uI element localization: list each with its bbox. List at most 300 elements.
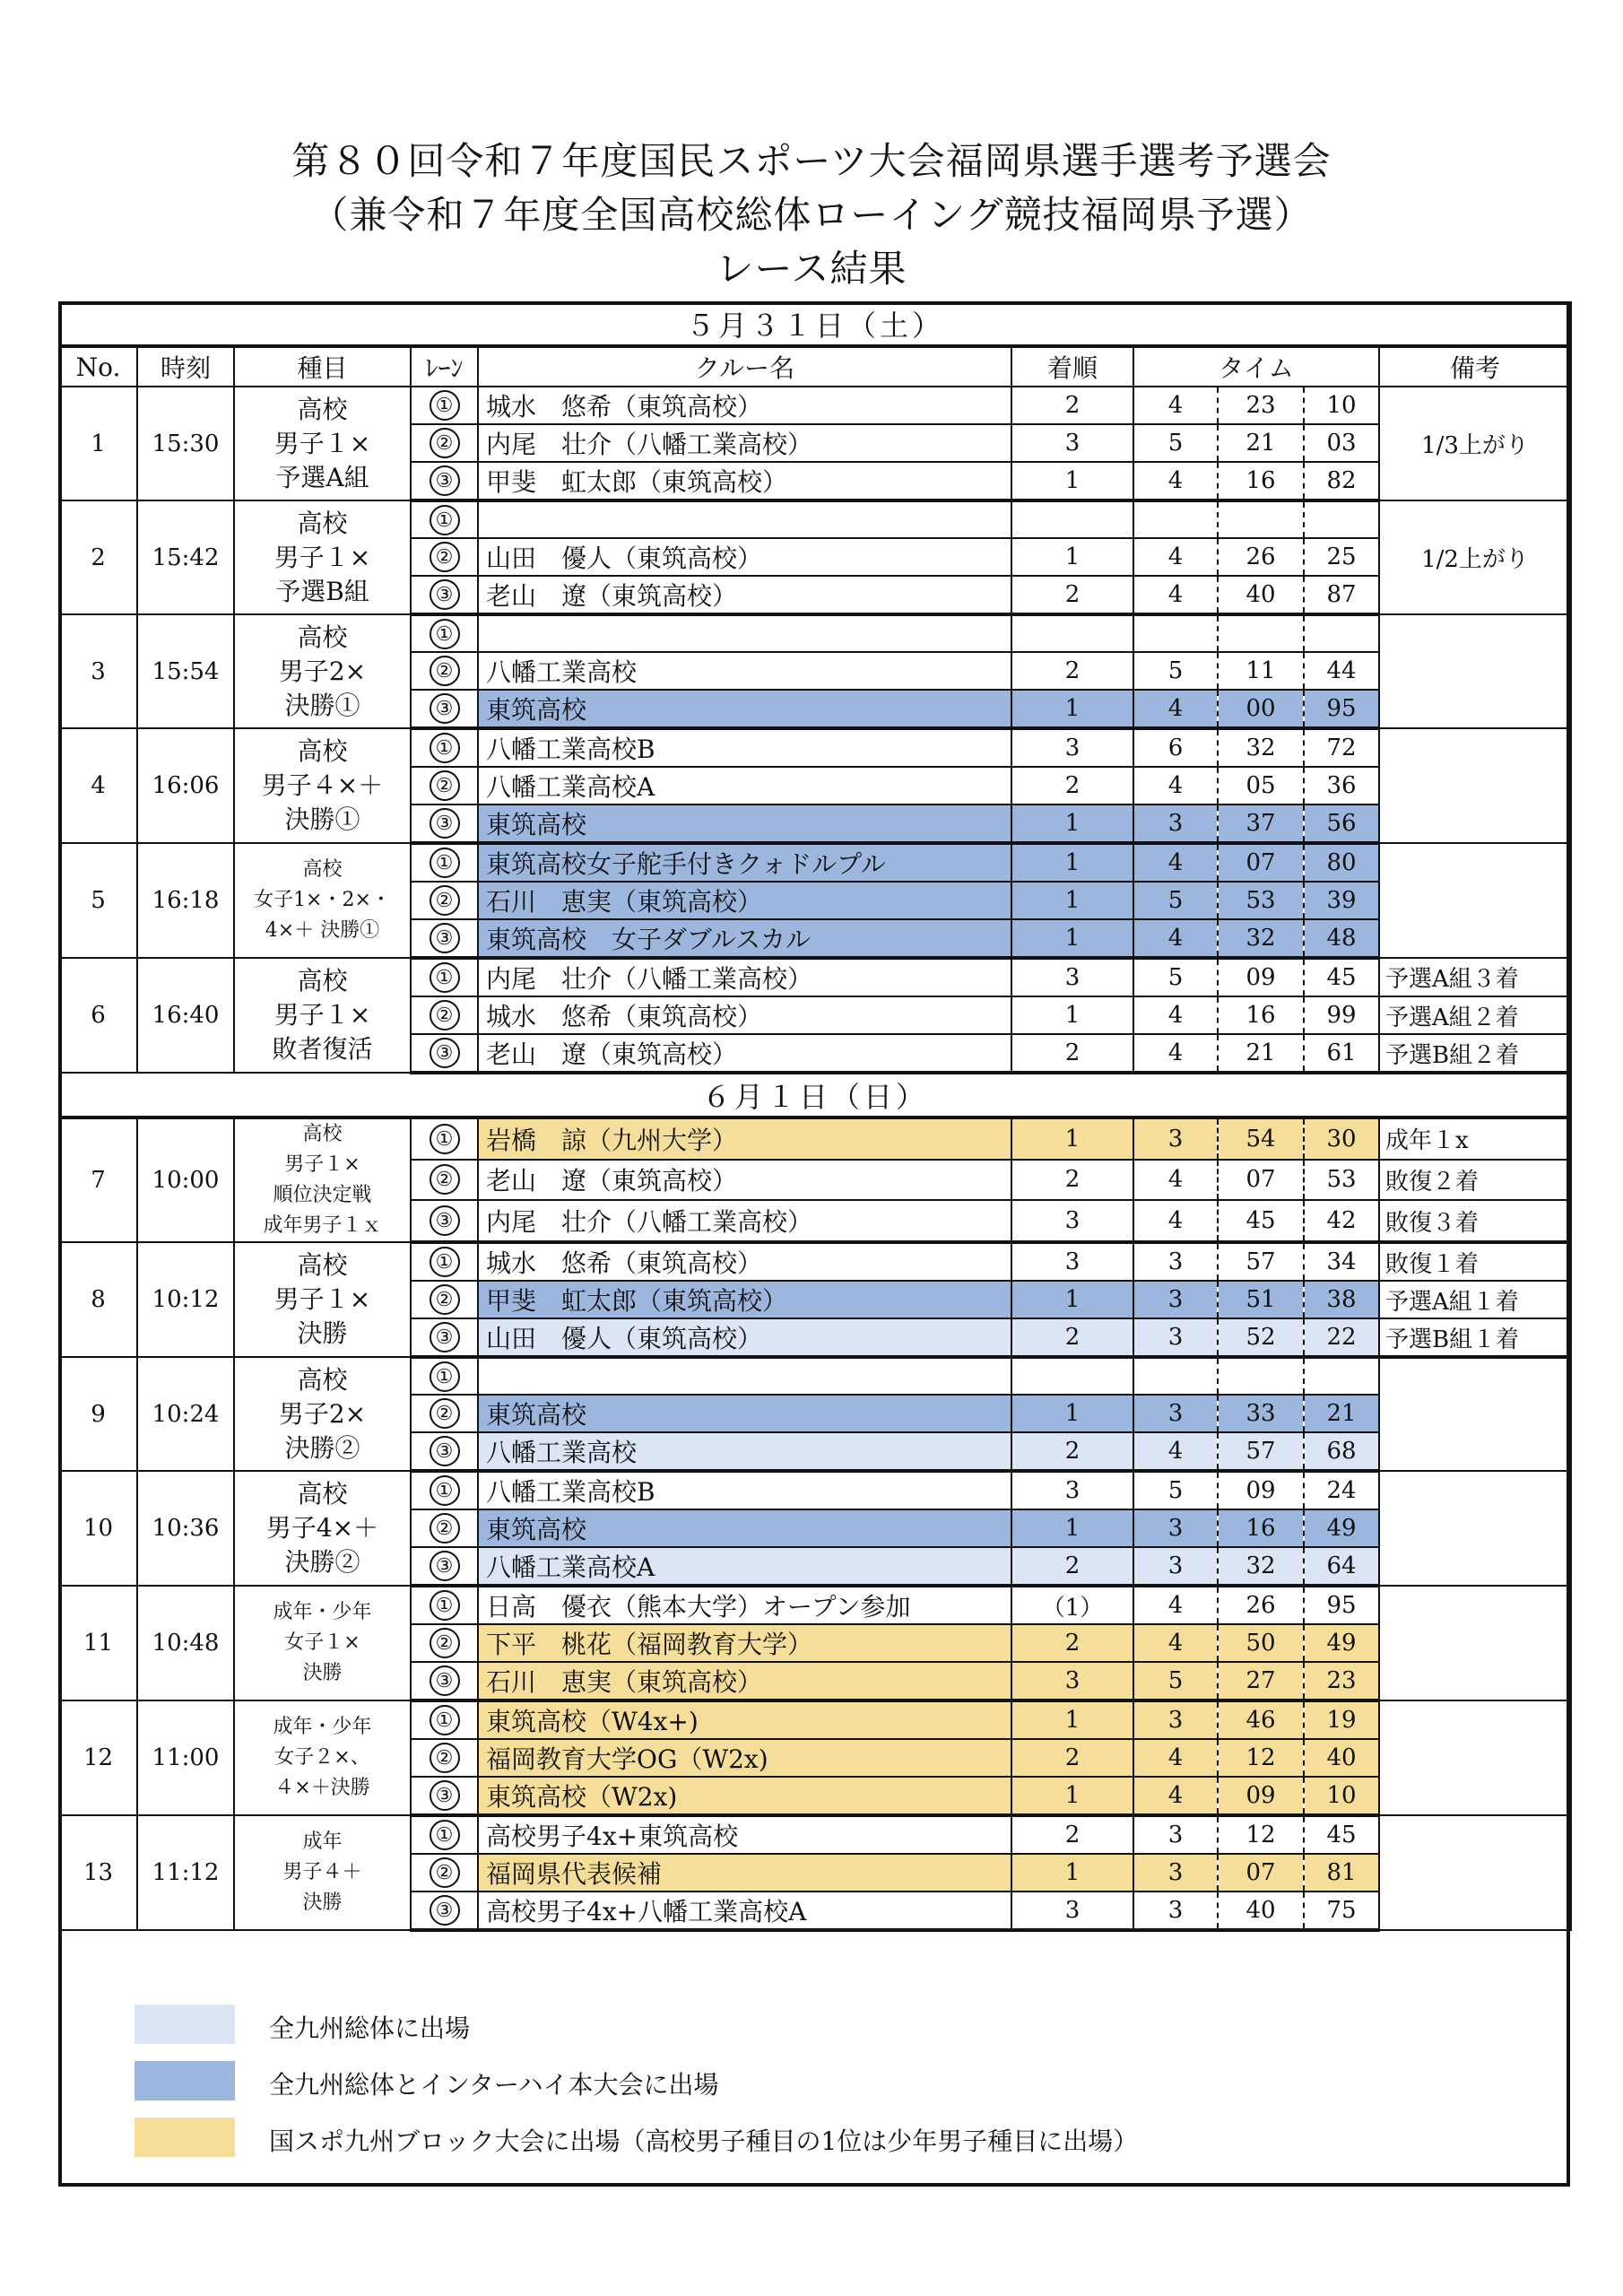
lane-number: ③ [430, 1895, 460, 1926]
crew-name: 城水 悠希（東筑高校） [478, 1242, 1011, 1281]
finish-place: 1 [1011, 843, 1133, 882]
lane-number: ② [430, 428, 460, 458]
lane-number: ② [430, 1164, 460, 1195]
lane-cell [411, 919, 478, 958]
time-minutes: 4 [1133, 387, 1218, 424]
lane-cell [411, 882, 478, 919]
race-event-line: 予選A組 [275, 462, 369, 492]
crew-name: 東筑高校（W4x+) [478, 1700, 1011, 1739]
time-seconds: 21 [1218, 424, 1304, 462]
time-minutes: 4 [1133, 462, 1218, 500]
lane-number: ③ [430, 1038, 460, 1068]
title-line-1: 第８０回令和７年度国民スポーツ大会福岡県選手選考予選会 [291, 139, 1332, 183]
finish-place: 1 [1011, 690, 1133, 728]
col-header-lane: ﾚｰﾝ [411, 346, 478, 387]
lane-number: ③ [430, 465, 460, 496]
time-hundredths [1304, 500, 1379, 538]
race-event [234, 614, 411, 728]
crew-name: 下平 桃花（福岡教育大学） [478, 1624, 1011, 1662]
lane-number: ② [430, 542, 460, 572]
finish-place: 2 [1011, 1624, 1133, 1662]
lane-cell [411, 1318, 478, 1357]
race-event-line: 高校 [302, 858, 343, 881]
race-event [234, 1700, 411, 1815]
lane-cell [411, 424, 478, 462]
time-minutes [1133, 614, 1218, 652]
time-seconds: 51 [1218, 1281, 1304, 1318]
time-minutes: 4 [1133, 767, 1218, 804]
time-minutes: 3 [1133, 1242, 1218, 1281]
lane-cell [411, 1200, 478, 1242]
title-block [0, 135, 1623, 296]
results-table [58, 301, 1572, 1932]
race-event [234, 728, 411, 843]
time-hundredths: 68 [1304, 1432, 1379, 1471]
time-minutes: 4 [1133, 1160, 1218, 1201]
race-event [234, 843, 411, 958]
lane-cell [411, 538, 478, 576]
row-remark: 敗復２着 [1379, 1160, 1571, 1201]
race-row [59, 1357, 1571, 1395]
lane-cell [411, 1892, 478, 1930]
lane-number: ① [430, 619, 460, 649]
finish-place: 1 [1011, 1700, 1133, 1739]
finish-place: 1 [1011, 996, 1133, 1034]
crew-name [478, 500, 1011, 538]
race-event-line: 男子4×＋ [265, 1513, 379, 1543]
time-seconds: 21 [1218, 1034, 1304, 1073]
race-event-line: 男子４×＋ [261, 770, 384, 800]
race-no: 13 [59, 1815, 137, 1930]
race-row [59, 1242, 1571, 1281]
time-minutes: 5 [1133, 1662, 1218, 1700]
race-event-line: 決勝② [284, 1547, 360, 1577]
crew-name: 福岡教育大学OG（W2x) [478, 1739, 1011, 1777]
time-hundredths: 19 [1304, 1700, 1379, 1739]
lane-cell [411, 1624, 478, 1662]
crew-name: 石川 恵実（東筑高校） [478, 882, 1011, 919]
race-time: 10:48 [137, 1586, 234, 1700]
lane-number: ② [430, 1513, 460, 1544]
time-hundredths: 42 [1304, 1200, 1379, 1242]
time-minutes: 4 [1133, 690, 1218, 728]
finish-place: 3 [1011, 958, 1133, 996]
time-seconds: 46 [1218, 1700, 1304, 1739]
time-minutes: 4 [1133, 1586, 1218, 1624]
time-seconds: 16 [1218, 1509, 1304, 1547]
lane-cell [411, 1739, 478, 1777]
finish-place: 2 [1011, 1034, 1133, 1073]
time-minutes [1133, 1357, 1218, 1395]
time-minutes: 3 [1133, 1547, 1218, 1586]
crew-name: 八幡工業高校 [478, 652, 1011, 690]
race-event-line: 順位決定戦 [273, 1184, 372, 1206]
time-minutes: 5 [1133, 1471, 1218, 1509]
finish-place: 2 [1011, 1432, 1133, 1471]
race-row [59, 614, 1571, 652]
lane-number: ② [430, 770, 460, 801]
time-seconds: 16 [1218, 462, 1304, 500]
race-no: 10 [59, 1471, 137, 1586]
finish-place: 3 [1011, 1662, 1133, 1700]
race-event [234, 1357, 411, 1471]
race-no: 5 [59, 843, 137, 958]
lane-number: ① [430, 1247, 460, 1277]
time-minutes: 4 [1133, 919, 1218, 958]
race-event-line: 決勝 [297, 1318, 348, 1348]
race-event-line: 高校 [297, 736, 348, 766]
finish-place: 3 [1011, 728, 1133, 767]
time-minutes: 6 [1133, 728, 1218, 767]
time-hundredths: 95 [1304, 1586, 1379, 1624]
race-time: 16:40 [137, 958, 234, 1073]
race-no: 4 [59, 728, 137, 843]
race-event-line: 4×＋ 決勝① [265, 919, 380, 942]
time-minutes: 3 [1133, 1509, 1218, 1547]
time-hundredths: 30 [1304, 1118, 1379, 1160]
time-hundredths: 03 [1304, 424, 1379, 462]
race-event-line: 女子1×・2×・ [254, 889, 391, 911]
race-event-line: 成年 [302, 1831, 343, 1853]
time-minutes: 5 [1133, 882, 1218, 919]
time-seconds: 09 [1218, 958, 1304, 996]
legend-swatch-mid-blue [135, 2061, 235, 2100]
race-event-line: 成年男子１ｘ [263, 1214, 382, 1237]
finish-place: 1 [1011, 1509, 1133, 1547]
finish-place: 2 [1011, 1739, 1133, 1777]
time-hundredths: 87 [1304, 576, 1379, 614]
row-remark: 敗復３着 [1379, 1200, 1571, 1242]
lane-cell [411, 1854, 478, 1892]
race-event-line: ４×＋決勝 [274, 1777, 370, 1799]
crew-name: 甲斐 虹太郎（東筑高校） [478, 462, 1011, 500]
time-hundredths: 24 [1304, 1471, 1379, 1509]
finish-place: 1 [1011, 1281, 1133, 1318]
crew-name: 内尾 壮介（八幡工業高校） [478, 1200, 1011, 1242]
time-hundredths: 39 [1304, 882, 1379, 919]
finish-place: 2 [1011, 576, 1133, 614]
race-event-line: 決勝② [284, 1432, 360, 1463]
row-remark: 成年１x [1379, 1118, 1571, 1160]
race-no: 2 [59, 500, 137, 614]
finish-place [1011, 500, 1133, 538]
lane-number: ③ [430, 1436, 460, 1466]
time-minutes: 3 [1133, 804, 1218, 843]
time-seconds: 33 [1218, 1395, 1304, 1432]
race-event-line: 高校 [297, 966, 348, 996]
time-minutes: 3 [1133, 1395, 1218, 1432]
time-minutes: 5 [1133, 424, 1218, 462]
race-event-line: 男子2× [278, 1398, 367, 1429]
race-time: 16:18 [137, 843, 234, 958]
lane-number: ③ [430, 1322, 460, 1352]
lane-number: ③ [430, 1665, 460, 1696]
time-seconds: 16 [1218, 996, 1304, 1034]
race-event-line: 成年・少年 [273, 1716, 372, 1738]
lane-cell [411, 804, 478, 843]
race-no: 6 [59, 958, 137, 1073]
crew-name: 日高 優衣（熊本大学）オープン参加 [478, 1586, 1011, 1624]
time-seconds: 54 [1218, 1118, 1304, 1160]
time-seconds: 37 [1218, 804, 1304, 843]
time-hundredths: 45 [1304, 1815, 1379, 1854]
time-seconds [1218, 614, 1304, 652]
crew-name: 八幡工業高校B [478, 1471, 1011, 1509]
crew-name: 東筑高校 [478, 1395, 1011, 1432]
crew-name: 山田 優人（東筑高校） [478, 538, 1011, 576]
race-no: 11 [59, 1586, 137, 1700]
row-remark: 敗復１着 [1379, 1242, 1571, 1281]
time-minutes: 3 [1133, 1318, 1218, 1357]
lane-number: ① [430, 1820, 460, 1850]
crew-name: 岩橋 諒（九州大学） [478, 1118, 1011, 1160]
race-row [59, 1118, 1571, 1160]
time-hundredths: 45 [1304, 958, 1379, 996]
lane-number: ③ [430, 1780, 460, 1811]
race-remark [1379, 1471, 1571, 1586]
race-row [59, 1471, 1571, 1509]
race-event-line: 高校 [302, 1123, 343, 1145]
race-row [59, 500, 1571, 538]
time-minutes: 3 [1133, 1281, 1218, 1318]
race-time: 15:54 [137, 614, 234, 728]
finish-place: 2 [1011, 1547, 1133, 1586]
race-row [59, 843, 1571, 882]
lane-cell [411, 1471, 478, 1509]
race-event [234, 1586, 411, 1700]
lane-cell [411, 652, 478, 690]
race-event-line: 成年・少年 [273, 1601, 372, 1623]
finish-place: 2 [1011, 1318, 1133, 1357]
race-time: 16:06 [137, 728, 234, 843]
lane-cell [411, 996, 478, 1034]
time-minutes: 3 [1133, 1118, 1218, 1160]
finish-place: 1 [1011, 804, 1133, 843]
col-header-time: 時刻 [137, 346, 234, 387]
date-cell: ５月３１日（土） [59, 302, 1571, 346]
race-event [234, 387, 411, 500]
race-remark: 1/3上がり [1379, 387, 1571, 500]
lane-cell [411, 576, 478, 614]
lane-cell [411, 843, 478, 882]
lane-number: ② [430, 1000, 460, 1031]
race-no: 12 [59, 1700, 137, 1815]
crew-name: 内尾 壮介（八幡工業高校） [478, 424, 1011, 462]
time-minutes: 3 [1133, 1892, 1218, 1930]
time-hundredths: 53 [1304, 1160, 1379, 1201]
col-header-event: 種目 [234, 346, 411, 387]
time-seconds [1218, 1357, 1304, 1395]
time-minutes: 4 [1133, 1739, 1218, 1777]
time-hundredths: 36 [1304, 767, 1379, 804]
crew-name: 内尾 壮介（八幡工業高校） [478, 958, 1011, 996]
time-minutes: 4 [1133, 1624, 1218, 1662]
crew-name: 東筑高校（W2x) [478, 1777, 1011, 1815]
date-row [59, 1073, 1571, 1118]
time-seconds [1218, 500, 1304, 538]
lane-cell [411, 1662, 478, 1700]
finish-place: 3 [1011, 1242, 1133, 1281]
race-remark: 1/2上がり [1379, 500, 1571, 614]
lane-cell [411, 728, 478, 767]
lane-cell [411, 1160, 478, 1201]
crew-name: 高校男子4x+八幡工業高校A [478, 1892, 1011, 1930]
crew-name: 東筑高校 [478, 804, 1011, 843]
time-seconds: 09 [1218, 1777, 1304, 1815]
time-seconds: 40 [1218, 576, 1304, 614]
time-hundredths: 23 [1304, 1662, 1379, 1700]
time-hundredths [1304, 614, 1379, 652]
race-no: 1 [59, 387, 137, 500]
race-remark [1379, 1586, 1571, 1700]
row-remark: 予選B組１着 [1379, 1318, 1571, 1357]
race-event [234, 1471, 411, 1586]
lane-number: ① [430, 1475, 460, 1506]
time-minutes: 5 [1133, 652, 1218, 690]
finish-place [1011, 1357, 1133, 1395]
time-hundredths: 40 [1304, 1739, 1379, 1777]
finish-place: 3 [1011, 424, 1133, 462]
time-minutes: 4 [1133, 1432, 1218, 1471]
time-hundredths [1304, 1357, 1379, 1395]
lane-cell [411, 690, 478, 728]
time-seconds: 27 [1218, 1662, 1304, 1700]
time-seconds: 45 [1218, 1200, 1304, 1242]
lane-number: ① [430, 848, 460, 878]
crew-name: 甲斐 虹太郎（東筑高校） [478, 1281, 1011, 1318]
finish-place [1011, 614, 1133, 652]
time-hundredths: 99 [1304, 996, 1379, 1034]
time-minutes: 3 [1133, 1700, 1218, 1739]
lane-number: ② [430, 1628, 460, 1658]
time-hundredths: 75 [1304, 1892, 1379, 1930]
race-no: 3 [59, 614, 137, 728]
race-row [59, 387, 1571, 424]
lane-number: ① [430, 390, 460, 421]
race-event-line: 決勝① [284, 804, 360, 834]
time-hundredths: 95 [1304, 690, 1379, 728]
time-seconds: 05 [1218, 767, 1304, 804]
lane-cell [411, 1815, 478, 1854]
finish-place: 1 [1011, 538, 1133, 576]
time-minutes: 4 [1133, 843, 1218, 882]
time-minutes: 3 [1133, 1854, 1218, 1892]
race-no: 9 [59, 1357, 137, 1471]
lane-number: ① [430, 962, 460, 993]
time-hundredths: 34 [1304, 1242, 1379, 1281]
finish-place: 1 [1011, 462, 1133, 500]
finish-place: 1 [1011, 1777, 1133, 1815]
time-seconds: 26 [1218, 1586, 1304, 1624]
title-line-2: （兼令和７年度全国高校総体ローイング競技福岡県予選） [310, 193, 1313, 237]
time-seconds: 53 [1218, 882, 1304, 919]
time-minutes: 4 [1133, 538, 1218, 576]
race-event-line: 決勝① [284, 690, 360, 720]
time-hundredths: 82 [1304, 462, 1379, 500]
race-event-line: 男子４＋ [282, 1861, 362, 1883]
crew-name: 城水 悠希（東筑高校） [478, 996, 1011, 1034]
lane-cell [411, 1118, 478, 1160]
date-cell: ６月１日（日） [59, 1073, 1571, 1118]
time-hundredths: 38 [1304, 1281, 1379, 1318]
time-seconds: 23 [1218, 387, 1304, 424]
crew-name: 老山 遼（東筑高校） [478, 1160, 1011, 1201]
time-seconds: 32 [1218, 919, 1304, 958]
race-event-line: 男子１× [273, 1000, 371, 1030]
finish-place: （1） [1011, 1586, 1133, 1624]
lane-number: ② [430, 1743, 460, 1773]
lane-cell [411, 387, 478, 424]
crew-name: 東筑高校 [478, 690, 1011, 728]
lane-number: ② [430, 1857, 460, 1888]
race-event-line: 女子１× [284, 1631, 360, 1654]
race-time: 11:00 [137, 1700, 234, 1815]
time-hundredths: 22 [1304, 1318, 1379, 1357]
header-row [59, 346, 1571, 387]
finish-place: 2 [1011, 1815, 1133, 1854]
finish-place: 2 [1011, 387, 1133, 424]
lane-number: ③ [430, 579, 460, 610]
legend-swatch-light-blue [135, 2005, 235, 2044]
time-hundredths: 25 [1304, 538, 1379, 576]
time-hundredths: 49 [1304, 1624, 1379, 1662]
lane-cell [411, 1242, 478, 1281]
lane-cell [411, 1700, 478, 1739]
lane-number: ③ [430, 1205, 460, 1236]
time-minutes: 4 [1133, 1777, 1218, 1815]
time-seconds: 57 [1218, 1242, 1304, 1281]
crew-name: 八幡工業高校A [478, 1547, 1011, 1586]
time-seconds: 50 [1218, 1624, 1304, 1662]
time-seconds: 00 [1218, 690, 1304, 728]
crew-name [478, 1357, 1011, 1395]
race-time: 10:24 [137, 1357, 234, 1471]
race-time: 10:12 [137, 1242, 234, 1357]
time-seconds: 40 [1218, 1892, 1304, 1930]
time-seconds: 57 [1218, 1432, 1304, 1471]
race-time: 15:30 [137, 387, 234, 500]
row-remark: 予選B組２着 [1379, 1034, 1571, 1073]
time-hundredths: 10 [1304, 1777, 1379, 1815]
lane-number: ② [430, 885, 460, 916]
col-header-place: 着順 [1011, 346, 1133, 387]
lane-number: ② [430, 1284, 460, 1315]
finish-place: 3 [1011, 1200, 1133, 1242]
crew-name: 老山 遼（東筑高校） [478, 1034, 1011, 1073]
time-minutes: 4 [1133, 576, 1218, 614]
lane-cell [411, 958, 478, 996]
lane-number: ② [430, 656, 460, 686]
race-event-line: 高校 [297, 1250, 348, 1280]
lane-cell [411, 1777, 478, 1815]
time-hundredths: 21 [1304, 1395, 1379, 1432]
race-event-line: 男子１× [273, 542, 371, 572]
legend-label-mid-blue: 全九州総体とインターハイ本大会に出場 [269, 2070, 719, 2100]
time-seconds: 26 [1218, 538, 1304, 576]
finish-place: 1 [1011, 919, 1133, 958]
date-row [59, 302, 1571, 346]
time-hundredths: 10 [1304, 387, 1379, 424]
finish-place: 2 [1011, 1160, 1133, 1201]
race-event-line: 高校 [297, 1479, 348, 1509]
time-hundredths: 64 [1304, 1547, 1379, 1586]
lane-number: ① [430, 1361, 460, 1392]
race-time: 10:00 [137, 1118, 234, 1242]
race-event [234, 1118, 411, 1242]
lane-number: ③ [430, 1551, 460, 1581]
crew-name: 老山 遼（東筑高校） [478, 576, 1011, 614]
time-minutes [1133, 500, 1218, 538]
